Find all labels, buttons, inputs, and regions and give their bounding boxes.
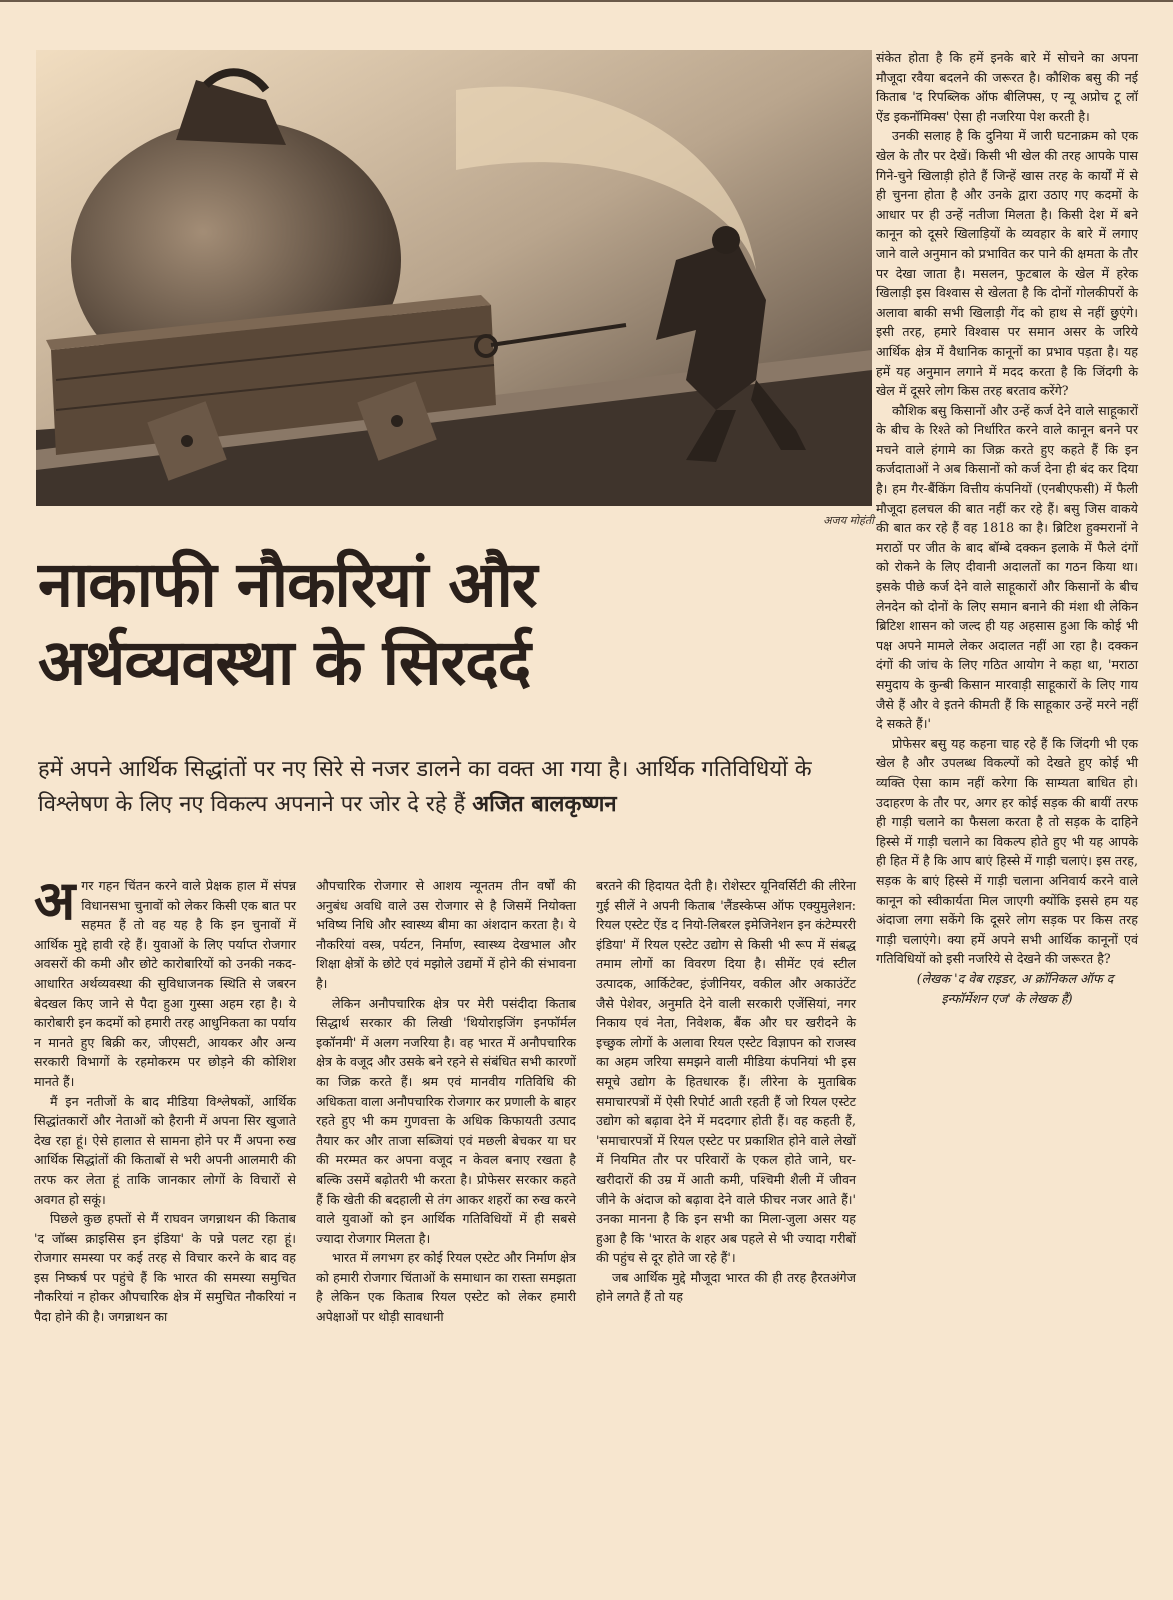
paragraph: औपचारिक रोजगार से आशय न्यूनतम तीन वर्षों की अनुबंध अवधि वाले उस रोजगार से है जिसमें नियोक्ता भविष्य निधि और स्वास्थ्य बीमा का अंशदान करता है। ये नौकरियां वस्त्र, पर्यटन, निर्माण, स्वास्थ्य देखभाल और शिक्षा क्षेत्रों के छोटे एवं मझोले उद्यमों में होने की संभावना है। — [316, 878, 576, 991]
paragraph: जब आर्थिक मुद्दे मौजूदा भारत की ही तरह हैरतअंगेज होने लगते हैं तो यह — [596, 1269, 856, 1305]
paragraph: बरतने की हिदायत देती है। रोशेस्टर यूनिवर्सिटी की लीरेना गुई सीलें ने अपनी किताब 'लैंडस्केप्स ऑफ एक्युमुलेशन: रियल एस्टेट ऐंड द नियो-लिबरल इमेजिनेशन इन कंटेम्पररी इंडिया' में रियल एस्टेट उद्योग से किसी भी रूप में संबद्ध तमाम लोगों का विवरण दिया है। सीमेंट एवं स्टील उत्पादक, आर्किटेक्ट, इंजीनियर, वकील और अकाउंटेंट जैसे पेशेवर, अनुमति देने वाली सरकारी एजेंसियां, नगर निकाय एवं नेता, निवेशक, बैंक और घर खरीदने के इच्छुक लोगों के अलावा रियल एस्टेट विज्ञापन को राजस्व का अहम जरिया समझने वाली मीडिया कंपनियां भी इस समूचे उद्योग के हितधारक हैं। लीरेना के मुताबिक समाचारपत्रों में ऐसी रिपोर्ट आती रहती हैं जो रियल एस्टेट उद्योग को बढ़ावा देने में मददगार होती हैं। वह कहती हैं, 'समाचारपत्रों में रियल एस्टेट पर प्रकाशित होने वाले लेखों में नियमित तौर पर परिवारों के एकल होते जाने, घर-खरीदारों की उम्र में आती कमी, पश्चिमी शैली में जीवन जीने के अंदाज को बढ़ावा देने वाले फीचर नजर आते हैं।' उनका मानना है कि इन सभी का मिला-जुला असर यह हुआ है कि 'भारत के शहर अब पहले से भी ज्यादा गरीबों की पहुंच से दूर होते जा रहे हैं'। — [596, 878, 856, 1266]
dek-text: हमें अपने आर्थिक सिद्धांतों पर नए सिरे से नजर डालने का वक्त आ गया है। आर्थिक गतिविधियों के विश्लेषण के लिए नए विकल्प अपनाने पर जोर दे रहे हैं — [38, 757, 812, 817]
paragraph: लेकिन अनौपचारिक क्षेत्र पर मेरी पसंदीदा किताब सिद्धार्थ सरकार की लिखी 'थियोराइजिंग इनफॉर्मल इकॉनमी' में अलग नजरिया है। वह भारत में अनौपचारिक क्षेत्र के वजूद और उसके बने रहने से संबंधित सभी कारणों का जिक्र करते हैं। श्रम एवं मानवीय गतिविधि की अधिकता वाला अनौपचारिक रोजगार कर प्रणाली के बाहर रहते हुए भी कम गुणवत्ता के अधिक किफायती उत्पाद तैयार कर और ताजा सब्जियां एवं मछली बेचकर या घर की मरम्मत कर अपना वजूद न केवल बनाए रखता है बल्कि उसमें बढ़ोतरी भी करता है। प्रोफेसर सरकार कहते हैं कि खेती की बदहाली से तंग आकर शहरों का रुख करने वाले युवाओं को इन आर्थिक गतिविधियों में ही सबसे ज्यादा रोजगार मिलता है। — [316, 995, 576, 1246]
paragraph: पिछले कुछ हफ्तों से मैं राघवन जगन्नाथन की किताब 'द जॉब्स क्राइसिस इन इंडिया' के पन्ने पलट रहा हूं। रोजगार समस्या पर कई तरह से विचार करने के बाद वह इस निष्कर्ष पर पहुंचे हैं कि भारत की समस्या समुचित नौकरियां न होकर औपचारिक क्षेत्र में समुचित नौकरियां न पैदा होने की है। जगन्नाथन का — [34, 1211, 296, 1325]
headline-line-1: नाकाफी नौकरियां और — [38, 548, 537, 621]
headline — [38, 546, 868, 702]
author-byline: अजित बालकृष्णन — [472, 792, 617, 817]
paragraph: मैं इन नतीजों के बाद मीडिया विश्लेषकों, आर्थिक सिद्धांतकारों और नेताओं को हैरानी में अपना सिर खुजाते देख रहा हूं। ऐसे हालात से सामना होने पर मैं अपना रुख आर्थिक सिद्धांतों की किताबों से भरी अपनी आलमारी की तरफ कर लेता हूं ताकि जानकार लोगों के विचारों से अवगत हो सकूं। — [34, 1093, 296, 1207]
article-column-2 — [316, 876, 576, 1327]
top-rule — [0, 0, 1173, 2]
article-illustration — [36, 50, 872, 506]
author-note: (लेखक 'द वेब राइडर, अ क्रॉनिकल ऑफ द इन्फॉर्मेशन एज' के लेखक हैं) — [916, 970, 1114, 1006]
headline-line-2: अर्थव्यवस्था के सिरदर्द — [38, 626, 531, 699]
paragraph: भारत में लगभग हर कोई रियल एस्टेट और निर्माण क्षेत्र को हमारी रोजगार चिंताओं के समाधान का रास्ता समझता है लेकिन एक किताब रियल एस्टेट को लेकर हमारी अपेक्षाओं पर थोड़ी सावधानी — [316, 1250, 576, 1325]
drop-cap: अ — [34, 869, 76, 932]
article-column-4 — [876, 48, 1138, 1008]
article-column-1 — [34, 869, 296, 1327]
paragraph: प्रोफेसर बसु यह कहना चाह रहे हैं कि जिंदगी भी एक खेल है और उपलब्ध विकल्पों को देखते हुए कोई भी व्यक्ति ऐसा काम नहीं करेगा कि साम्यता बाधित हो। उदाहरण के तौर पर, अगर हर कोई सड़क की बायीं तरफ ही गाड़ी चलाने का फैसला करता है तो सड़क के दाहिने हिस्से में गाड़ी चलाने का विकल्प होते हुए भी यह आपके ही हित में है कि आप बाएं हिस्से में गाड़ी चलाएं। इस तरह, सड़क के बाएं हिस्से में गाड़ी चलाना अनिवार्य करने वाले कानून को स्वीकार्यता मिल जाएगी क्योंकि इससे हम यह अंदाजा लगा सकेंगे कि दूसरे लोग सड़क पर किस तरह गाड़ी चलाएंगे। क्या हमें अपने सभी आर्थिक कानूनों एवं गतिविधियों को इसी नजरिये से देखने की जरूरत है? — [876, 735, 1138, 967]
paragraph: कौशिक बसु किसानों और उन्हें कर्ज देने वाले साहूकारों के बीच के रिश्ते को निर्धारित करने वाले कानून बनने पर मचने वाले हंगामे का जिक्र करते हुए कहते हैं कि इन कर्जदाताओं ने अब किसानों को कर्ज देना ही बंद कर दिया है। हम गैर-बैंकिंग वित्तीय कंपनियों (एनबीएफसी) में फैली मौजूदा हलचल की बात नहीं कर रहे हैं। बसु जिस वाकये की बात कर रहे हैं वह 1818 का है। ब्रिटिश हुक्मरानों ने मराठों पर जीत के बाद बॉम्बे दक्कन इलाके में फैले दंगों को रोकने के लिए दीवानी अदालतों का गठन किया था। इसके पीछे कर्ज देने वाले साहूकारों और किसानों के बीच लेनदेन को दोनों के लिए समान बनाने की मंशा थी लेकिन ब्रिटिश शासन को जल्द ही यह अहसास हुआ कि कोई भी पक्ष अपने मामले लेकर अदालत नहीं आ रहा है। दक्कन दंगों की जांच के लिए गठित आयोग ने कहा था, 'मराठा समुदाय के कुन्बी किसान मारवाड़ी साहूकारों के लिए गाय जैसे हैं और वे इतने कीमती हैं कि साहूकार उन्हें मरने नहीं दे सकते हैं।' — [876, 402, 1138, 732]
article-column-3 — [596, 876, 856, 1307]
paragraph: संकेत होता है कि हमें इनके बारे में सोचने का अपना मौजूदा रवैया बदलने की जरूरत है। कौशिक बसु की नई किताब 'द रिपब्लिक ऑफ बीलिफ्स, ए न्यू अप्रोच टू लॉ ऐंड इकनॉमिक्स' ऐसा ही नजरिया पेश करती है। — [876, 50, 1138, 124]
paragraph: अगर गहन चिंतन करने वाले प्रेक्षक हाल में संपन्न विधानसभा चुनावों को लेकर किसी एक बात पर सहमत हैं तो वह यह है कि इन चुनावों में आर्थिक मुद्दे हावी रहे हैं। युवाओं के लिए पर्याप्त रोजगार अवसरों की कमी और छोटे कारोबारियों को उनकी नकद-आधारित अर्थव्यवस्था की सुविधाजनक स्थिति से जबरन बेदखल किए जाने से पैदा हुआ गुस्सा अहम रहा है। ये कारोबारी इन कदमों को हमारी तरह आधुनिकता का पर्याय न मानते हुए बिक्री कर, जीएसटी, आयकर और अन्य सरकारी विभागों के रहमोकरम पर छोड़ने की कोशिश मानते हैं। — [34, 869, 296, 1089]
paragraph: उनकी सलाह है कि दुनिया में जारी घटनाक्रम को एक खेल के तौर पर देखें। किसी भी खेल की तरह आपके पास गिने-चुने खिलाड़ी होते हैं जिन्हें खास तरह के कार्यों में से ही चुनना होता है और उनके द्वारा उठाए गए कदमों के आधार पर ही उन्हें नतीजा मिलता है। किसी देश में बने कानून को दूसरे खिलाड़ियों के व्यवहार के बारे में लगाए जाने वाले अनुमान को प्रभावित कर पाने की क्षमता के तौर पर देखा जाता है। मसलन, फुटबाल के खेल में हरेक खिलाड़ी इस विश्वास से खेलता है कि दोनों गोलकीपरों के अलावा बाकी सभी खिलाड़ी गेंद को हाथ से नहीं छुएंगे। इसी तरह, हमारे विश्वास पर समान असर के जरिये आर्थिक क्षेत्र में वैधानिक कानूनों का प्रभाव पड़ता है। यह हमें यह अनुमान लगाने में मदद करता है कि जिंदगी के खेल में दूसरे लोग किस तरह बरताव करेंगे? — [876, 128, 1138, 399]
illustration-credit: अजय मोहंती — [823, 514, 874, 527]
subheadline — [38, 752, 868, 822]
